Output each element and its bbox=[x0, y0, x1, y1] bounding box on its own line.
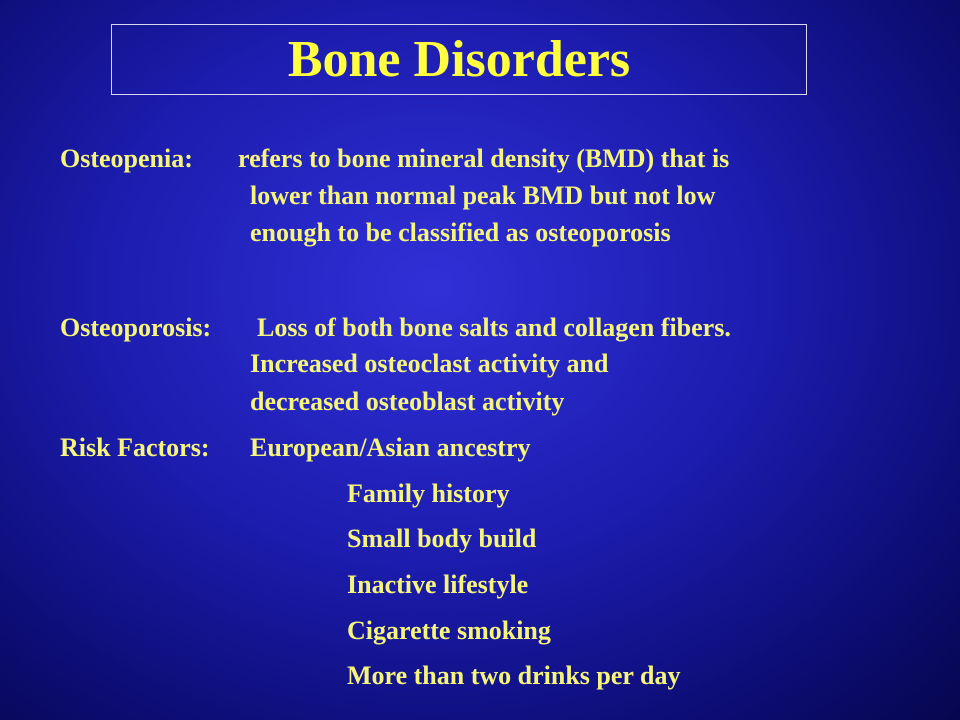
risk-factor-item: More than two drinks per day bbox=[347, 661, 681, 690]
osteopenia-line-1: refers to bone mineral density (BMD) that is bbox=[238, 144, 730, 173]
osteopenia-line-3: enough to be classified as osteoporosis bbox=[250, 218, 671, 247]
osteoporosis-term: Osteoporosis: bbox=[60, 313, 212, 342]
slide-title: Bone Disorders bbox=[287, 30, 631, 88]
risk-factor-item: Inactive lifestyle bbox=[347, 570, 529, 599]
risk-factor-item: Small body build bbox=[347, 524, 537, 553]
osteoporosis-line-2: Increased osteoclast activity and bbox=[250, 349, 609, 378]
risk-factors-term: Risk Factors: bbox=[60, 433, 210, 462]
risk-factor-item: Cigarette smoking bbox=[347, 616, 551, 645]
risk-factor-item: European/Asian ancestry bbox=[250, 433, 531, 462]
osteoporosis-line-1: Loss of both bone salts and collagen fibers. bbox=[257, 313, 731, 342]
risk-factor-item: Family history bbox=[347, 479, 510, 508]
osteopenia-line-2: lower than normal peak BMD but not low bbox=[250, 181, 716, 210]
title-box bbox=[111, 24, 807, 95]
osteopenia-term: Osteopenia: bbox=[60, 144, 193, 173]
osteoporosis-line-3: decreased osteoblast activity bbox=[250, 387, 565, 416]
